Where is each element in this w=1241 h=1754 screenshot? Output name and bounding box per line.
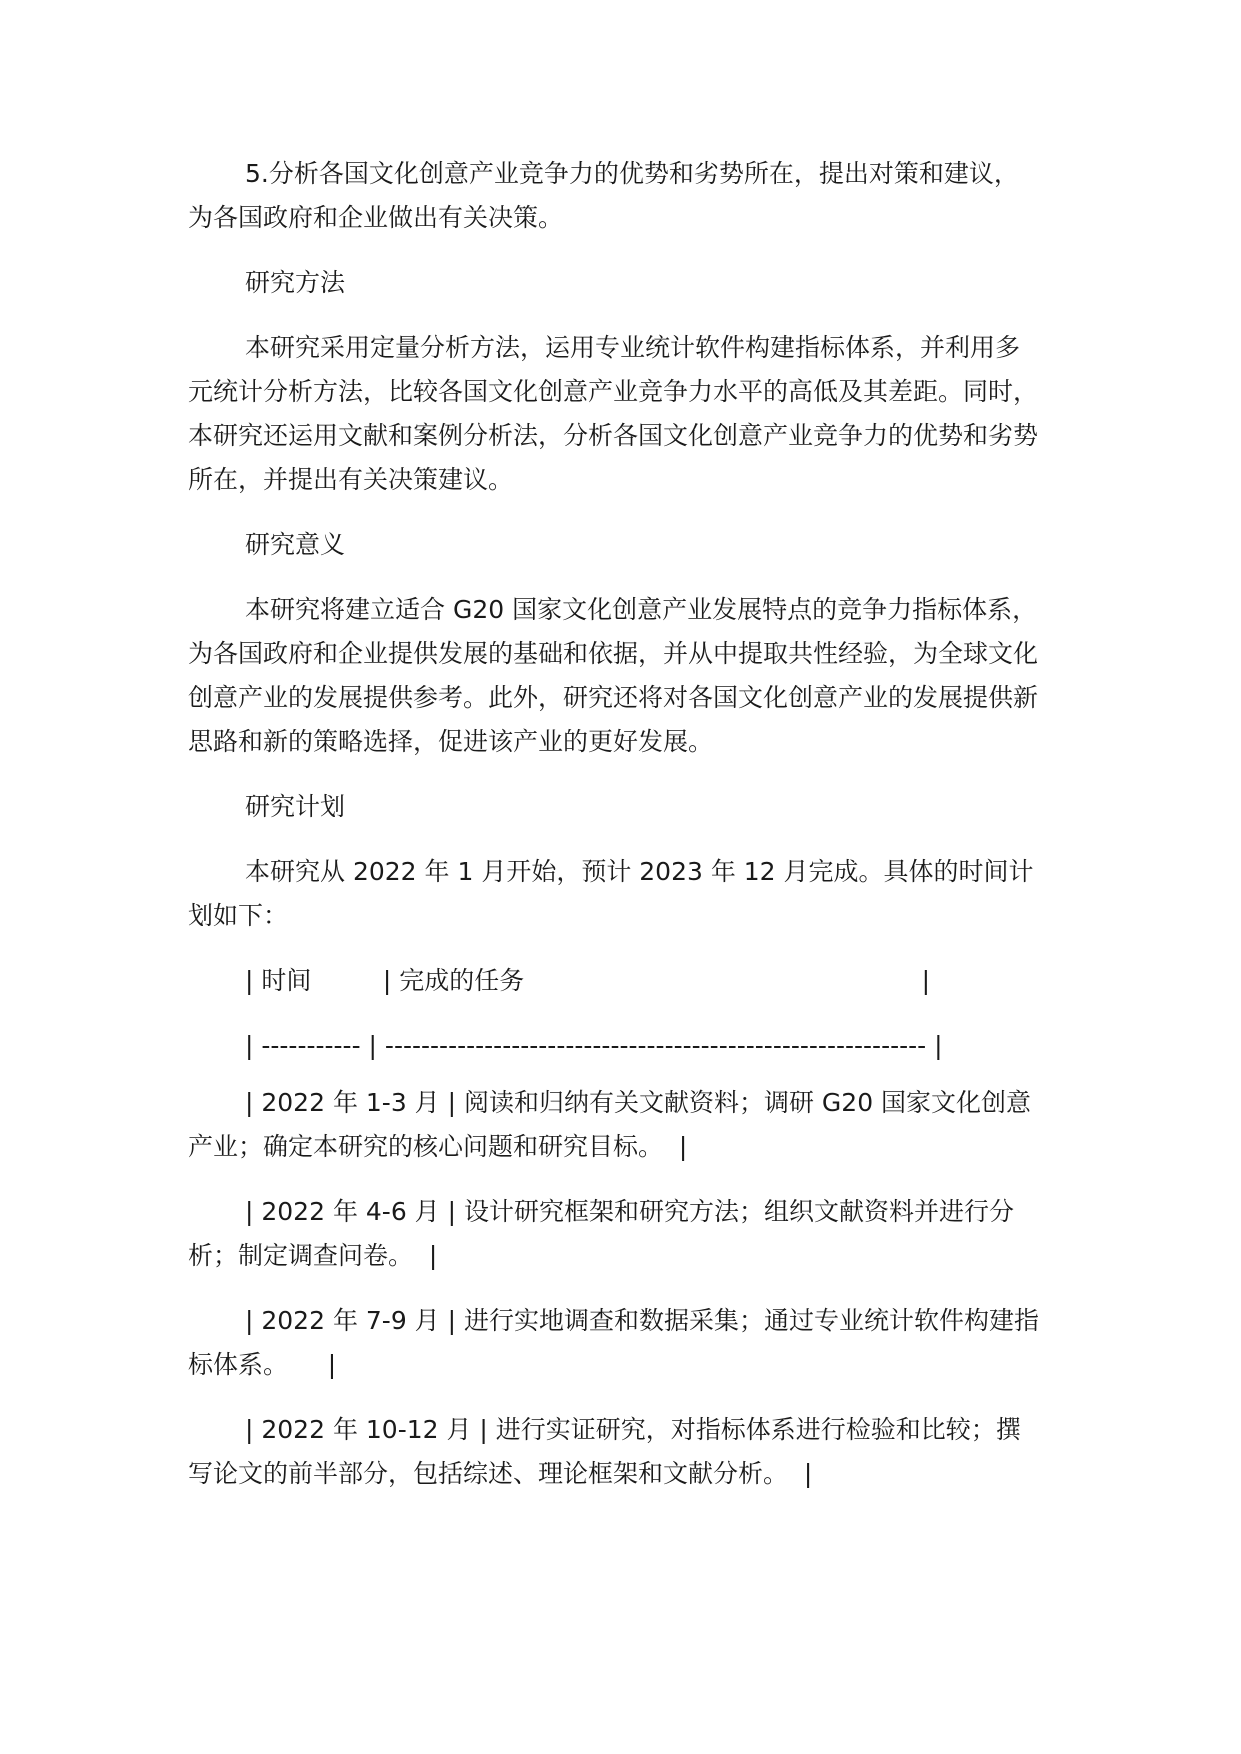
heading-research-plan: 研究计划 bbox=[245, 792, 346, 821]
document-body bbox=[188, 152, 1043, 1517]
table-separator-row: | ----------- | ------------------------------------------------------------ | bbox=[245, 1031, 943, 1060]
plan-table bbox=[188, 959, 1043, 1496]
table-header-row: | 时间 | 完成的任务 | bbox=[245, 966, 931, 995]
table-row: | 2022 年 10-12 月 | 进行实证研究，对指标体系进行检验和比较；撰写论文的前半部分，包括综述、理论框架和文献分析。 | bbox=[188, 1415, 1021, 1488]
table-row: | 2022 年 7-9 月 | 进行实地调查和数据采集；通过专业统计软件构建指标体系。 | bbox=[188, 1306, 1039, 1379]
paragraph-research-method: 本研究采用定量分析方法，运用专业统计软件构建指标体系，并利用多元统计分析方法，比较各国文化创意产业竞争力水平的高低及其差距。同时，本研究还运用文献和案例分析法，分析各国文化创意产业竞争力的优势和劣势所在，并提出有关决策建议。 bbox=[188, 333, 1039, 494]
paragraph-research-plan: 本研究从 2022 年 1 月开始，预计 2023 年 12 月完成。具体的时间计划如下： bbox=[188, 857, 1034, 930]
heading-research-method: 研究方法 bbox=[245, 268, 346, 297]
paragraph-objective-5: 5.分析各国文化创意产业竞争力的优势和劣势所在，提出对策和建议，为各国政府和企业做出有关决策。 bbox=[188, 159, 1019, 232]
paragraph-research-significance: 本研究将建立适合 G20 国家文化创意产业发展特点的竞争力指标体系，为各国政府和企业提供发展的基础和依据，并从中提取共性经验，为全球文化创意产业的发展提供参考。此外，研究还将对各国文化创意产业的发展提供新思路和新的策略选择，促进该产业的更好发展。 bbox=[188, 595, 1039, 756]
table-row: | 2022 年 1-3 月 | 阅读和归纳有关文献资料；调研 G20 国家文化创意产业；确定本研究的核心问题和研究目标。 | bbox=[188, 1088, 1032, 1161]
heading-research-significance: 研究意义 bbox=[245, 530, 346, 559]
table-row: | 2022 年 4-6 月 | 设计研究框架和研究方法；组织文献资料并进行分析；制定调查问卷。 | bbox=[188, 1197, 1014, 1270]
